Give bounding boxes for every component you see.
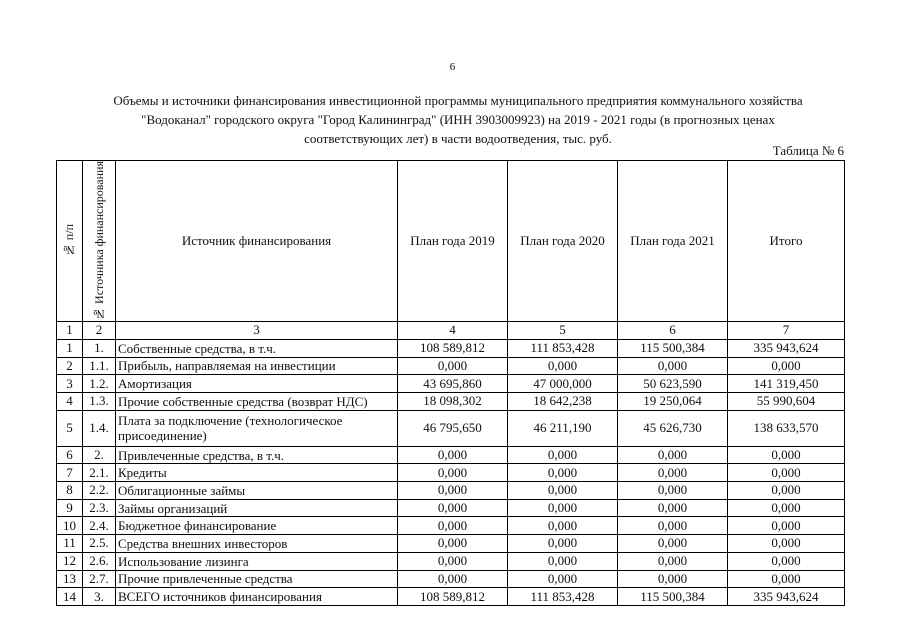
- plan-2020-value: 0,000: [508, 446, 618, 464]
- plan-2021-value: 0,000: [618, 482, 728, 500]
- source-name: Бюджетное финансирование: [116, 517, 398, 535]
- header-src-num-cell: [83, 161, 116, 322]
- row-number: 10: [57, 517, 83, 535]
- index-cell: 2: [83, 321, 116, 339]
- total-value: 0,000: [728, 482, 845, 500]
- row-number: 1: [57, 339, 83, 357]
- plan-2021-value: 0,000: [618, 552, 728, 570]
- header-plan-2021: План года 2021: [618, 161, 728, 322]
- source-name: Средства внешних инвесторов: [116, 535, 398, 553]
- source-name: Займы организаций: [116, 499, 398, 517]
- table-row: [57, 535, 845, 553]
- row-number: 4: [57, 393, 83, 411]
- table-row: [57, 517, 845, 535]
- plan-2019-value: 46 795,650: [398, 410, 508, 446]
- total-value: 55 990,604: [728, 393, 845, 411]
- header-plan-2019: План года 2019: [398, 161, 508, 322]
- total-value: 0,000: [728, 535, 845, 553]
- plan-2019-value: 108 589,812: [398, 588, 508, 606]
- plan-2021-value: 0,000: [618, 357, 728, 375]
- title-line-2: "Водоканал" городского округа "Город Калининград" (ИНН 3903009923) на 2019 - 2021 годы (в прогнозных ценах: [141, 112, 775, 127]
- source-code: 1.2.: [83, 375, 116, 393]
- table-row: [57, 588, 845, 606]
- plan-2019-value: 108 589,812: [398, 339, 508, 357]
- plan-2019-value: 0,000: [398, 357, 508, 375]
- row-number: 9: [57, 499, 83, 517]
- header-num-cell: [57, 161, 83, 322]
- row-number: 7: [57, 464, 83, 482]
- plan-2020-value: 0,000: [508, 570, 618, 588]
- plan-2020-value: 0,000: [508, 552, 618, 570]
- plan-2019-value: 43 695,860: [398, 375, 508, 393]
- row-number: 6: [57, 446, 83, 464]
- plan-2020-value: 0,000: [508, 499, 618, 517]
- source-name: Прочие привлеченные средства: [116, 570, 398, 588]
- source-code: 2.1.: [83, 464, 116, 482]
- header-source: Источник финансирования: [116, 161, 398, 322]
- header-row: [57, 161, 845, 322]
- total-value: 141 319,450: [728, 375, 845, 393]
- plan-2021-value: 45 626,730: [618, 410, 728, 446]
- table-row: [57, 410, 845, 446]
- index-cell: 5: [508, 321, 618, 339]
- plan-2019-value: 0,000: [398, 552, 508, 570]
- source-code: 2.5.: [83, 535, 116, 553]
- financing-table: [56, 160, 845, 606]
- row-number: 8: [57, 482, 83, 500]
- plan-2019-value: 0,000: [398, 570, 508, 588]
- plan-2021-value: 115 500,384: [618, 588, 728, 606]
- plan-2019-value: 0,000: [398, 464, 508, 482]
- total-value: 0,000: [728, 517, 845, 535]
- table-label: Таблица № 6: [772, 143, 844, 158]
- source-name: Использование лизинга: [116, 552, 398, 570]
- source-name: Собственные средства, в т.ч.: [116, 339, 398, 357]
- plan-2019-value: 18 098,302: [398, 393, 508, 411]
- plan-2020-value: 111 853,428: [508, 339, 618, 357]
- source-code: 1.4.: [83, 410, 116, 446]
- plan-2019-value: 0,000: [398, 446, 508, 464]
- source-name: Облигационные займы: [116, 482, 398, 500]
- title-line-3: соответствующих лет) в части водоотведения, тыс. руб.: [304, 131, 612, 146]
- total-value: 138 633,570: [728, 410, 845, 446]
- document-title: [98, 91, 818, 148]
- total-value: 0,000: [728, 446, 845, 464]
- plan-2021-value: 0,000: [618, 517, 728, 535]
- source-name: Плата за подключение (технологическое присоединение): [116, 410, 398, 446]
- source-code: 2.7.: [83, 570, 116, 588]
- plan-2021-value: 0,000: [618, 446, 728, 464]
- table-row: [57, 499, 845, 517]
- source-code: 2.2.: [83, 482, 116, 500]
- row-number: 13: [57, 570, 83, 588]
- source-code: 2.4.: [83, 517, 116, 535]
- plan-2021-value: 115 500,384: [618, 339, 728, 357]
- source-name: Привлеченные средства, в т.ч.: [116, 446, 398, 464]
- total-value: 0,000: [728, 357, 845, 375]
- source-code: 2.6.: [83, 552, 116, 570]
- total-value: 335 943,624: [728, 588, 845, 606]
- index-cell: 6: [618, 321, 728, 339]
- row-number: 2: [57, 357, 83, 375]
- plan-2020-value: 18 642,238: [508, 393, 618, 411]
- plan-2020-value: 47 000,000: [508, 375, 618, 393]
- plan-2019-value: 0,000: [398, 535, 508, 553]
- row-number: 11: [57, 535, 83, 553]
- plan-2020-value: 46 211,190: [508, 410, 618, 446]
- plan-2021-value: 0,000: [618, 464, 728, 482]
- source-code: 1.1.: [83, 357, 116, 375]
- row-number: 12: [57, 552, 83, 570]
- index-cell: 4: [398, 321, 508, 339]
- source-name: Кредиты: [116, 464, 398, 482]
- plan-2021-value: 0,000: [618, 499, 728, 517]
- source-name: Прибыль, направляемая на инвестиции: [116, 357, 398, 375]
- source-name: ВСЕГО источников финансирования: [116, 588, 398, 606]
- index-cell: 3: [116, 321, 398, 339]
- header-total: Итого: [728, 161, 845, 322]
- source-name: Амортизация: [116, 375, 398, 393]
- total-value: 335 943,624: [728, 339, 845, 357]
- column-index-row: [57, 321, 845, 339]
- source-code: 3.: [83, 588, 116, 606]
- index-cell: 7: [728, 321, 845, 339]
- source-code: 1.: [83, 339, 116, 357]
- plan-2021-value: 0,000: [618, 535, 728, 553]
- header-num: № п/п: [62, 224, 76, 258]
- total-value: 0,000: [728, 552, 845, 570]
- total-value: 0,000: [728, 570, 845, 588]
- table-row: [57, 446, 845, 464]
- plan-2020-value: 0,000: [508, 464, 618, 482]
- index-cell: 1: [57, 321, 83, 339]
- source-name: Прочие собственные средства (возврат НДС): [116, 393, 398, 411]
- table-row: [57, 375, 845, 393]
- source-code: 2.3.: [83, 499, 116, 517]
- row-number: 5: [57, 410, 83, 446]
- table-row: [57, 393, 845, 411]
- plan-2019-value: 0,000: [398, 517, 508, 535]
- page-number: 6: [449, 61, 456, 73]
- plan-2020-value: 0,000: [508, 357, 618, 375]
- source-code: 1.3.: [83, 393, 116, 411]
- row-number: 3: [57, 375, 83, 393]
- plan-2020-value: 111 853,428: [508, 588, 618, 606]
- table-row: [57, 570, 845, 588]
- total-value: 0,000: [728, 499, 845, 517]
- plan-2021-value: 19 250,064: [618, 393, 728, 411]
- plan-2019-value: 0,000: [398, 499, 508, 517]
- plan-2021-value: 50 623,590: [618, 375, 728, 393]
- title-line-1: Объемы и источники финансирования инвестиционной программы муниципального предприятия коммунального хозяйства: [113, 93, 803, 108]
- row-number: 14: [57, 588, 83, 606]
- table-row: [57, 339, 845, 357]
- table-row: [57, 552, 845, 570]
- plan-2021-value: 0,000: [618, 570, 728, 588]
- header-src-num: № Источника финансирования: [91, 161, 106, 321]
- plan-2020-value: 0,000: [508, 517, 618, 535]
- total-value: 0,000: [728, 464, 845, 482]
- table-row: [57, 482, 845, 500]
- plan-2020-value: 0,000: [508, 535, 618, 553]
- table-row: [57, 464, 845, 482]
- plan-2019-value: 0,000: [398, 482, 508, 500]
- plan-2020-value: 0,000: [508, 482, 618, 500]
- table-row: [57, 357, 845, 375]
- header-plan-2020: План года 2020: [508, 161, 618, 322]
- source-code: 2.: [83, 446, 116, 464]
